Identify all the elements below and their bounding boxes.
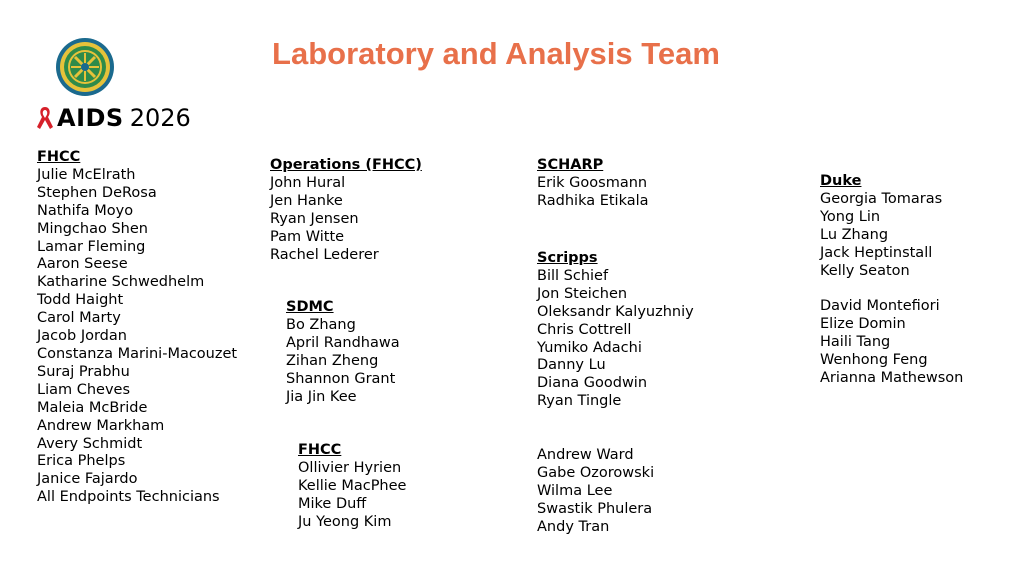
member-name: Constanza Marini-Macouzet — [37, 345, 238, 362]
member-list — [37, 167, 237, 507]
group-header: SDMC — [286, 299, 334, 315]
group-duke — [820, 173, 963, 388]
member-name: Lamar Fleming — [37, 238, 146, 255]
group-header: SCHARP — [537, 157, 604, 173]
member-name: Georgia Tomaras — [820, 190, 943, 207]
member-list — [537, 175, 649, 211]
member-name: Yumiko Adachi — [537, 339, 642, 356]
member-name: Haili Tang — [820, 334, 891, 351]
member-name: Suraj Prabhu — [37, 363, 130, 380]
member-name: Yong Lin — [820, 208, 881, 225]
member-name: Elize Domin — [820, 316, 906, 333]
member-list — [270, 175, 422, 265]
member-name: Diana Goodwin — [537, 375, 648, 392]
member-name: Avery Schmidt — [37, 435, 143, 452]
member-list — [820, 191, 963, 281]
member-name: Kelly Seaton — [820, 262, 910, 279]
group-sdmc — [286, 299, 400, 406]
member-name: Arianna Mathewson — [820, 369, 964, 386]
member-name: Jen Hanke — [270, 192, 343, 209]
member-name: Jacob Jordan — [37, 328, 127, 345]
member-name: Swastik Phulera — [537, 500, 653, 517]
member-name: John Hural — [270, 174, 346, 191]
member-name: Andrew Ward — [537, 446, 634, 463]
brand-year: 2026 — [129, 104, 191, 132]
member-name: Katharine Schwedhelm — [37, 274, 205, 291]
member-name: Maleia McBride — [37, 399, 148, 416]
red-ribbon-icon — [36, 105, 54, 131]
member-name: Jia Jin Kee — [286, 388, 357, 405]
member-name: Andy Tran — [537, 518, 610, 535]
member-name: Radhika Etikala — [537, 192, 649, 209]
member-name: Bill Schief — [537, 267, 609, 284]
page-title: Laboratory and Analysis Team — [272, 36, 720, 71]
member-name: Stephen DeRosa — [37, 184, 157, 201]
member-name: Todd Haight — [37, 292, 124, 309]
member-list-secondary — [820, 298, 963, 388]
member-name: Ryan Tingle — [537, 393, 622, 410]
member-name: Wenhong Feng — [820, 352, 928, 369]
group-header: FHCC — [37, 149, 81, 165]
member-name: Liam Cheves — [37, 381, 131, 398]
member-name: Janice Fajardo — [37, 471, 138, 488]
member-name: Ryan Jensen — [270, 210, 359, 227]
member-name: Mike Duff — [298, 495, 367, 512]
group-scripps — [537, 250, 694, 536]
group-header: Operations (FHCC) — [270, 157, 422, 173]
member-list — [537, 268, 694, 411]
member-name: Gabe Ozorowski — [537, 464, 655, 481]
member-name: Julie McElrath — [37, 166, 136, 183]
member-name: Shannon Grant — [286, 370, 396, 387]
group-scharp — [537, 157, 649, 211]
group-fhcc-main — [37, 149, 237, 507]
member-name: Lu Zhang — [820, 226, 889, 243]
member-name: Nathifa Moyo — [37, 202, 134, 219]
group-header: Scripps — [537, 250, 598, 266]
conference-seal-icon — [55, 37, 115, 97]
member-name: Wilma Lee — [537, 482, 613, 499]
member-list-secondary — [537, 447, 694, 537]
member-name: Zihan Zheng — [286, 352, 379, 369]
group-header: FHCC — [298, 442, 342, 458]
brand-logo — [36, 102, 191, 134]
group-header: Duke — [820, 173, 862, 189]
member-list — [298, 460, 406, 532]
member-name: Erica Phelps — [37, 453, 126, 470]
member-name: Kellie MacPhee — [298, 477, 407, 494]
member-name: Jon Steichen — [537, 285, 628, 302]
brand-name: AIDS — [57, 104, 124, 132]
member-name: Oleksandr Kalyuzhniy — [537, 303, 694, 320]
member-name: David Montefiori — [820, 298, 940, 315]
member-name: Jack Heptinstall — [820, 244, 933, 261]
member-name: Chris Cottrell — [537, 321, 632, 338]
member-list — [286, 317, 400, 407]
member-name: Carol Marty — [37, 310, 121, 327]
member-name: All Endpoints Technicians — [37, 489, 220, 506]
member-name: Ju Yeong Kim — [298, 513, 392, 530]
group-operations — [270, 157, 422, 264]
member-name: Andrew Markham — [37, 417, 165, 434]
member-name: Rachel Lederer — [270, 246, 379, 263]
member-name: Bo Zhang — [286, 316, 356, 333]
member-name: Mingchao Shen — [37, 220, 148, 237]
member-name: Erik Goosmann — [537, 174, 648, 191]
member-name: Ollivier Hyrien — [298, 459, 402, 476]
group-fhcc-second — [298, 442, 406, 532]
member-name: Pam Witte — [270, 228, 345, 245]
member-name: April Randhawa — [286, 334, 400, 351]
member-name: Aaron Seese — [37, 256, 128, 273]
member-name: Danny Lu — [537, 357, 606, 374]
